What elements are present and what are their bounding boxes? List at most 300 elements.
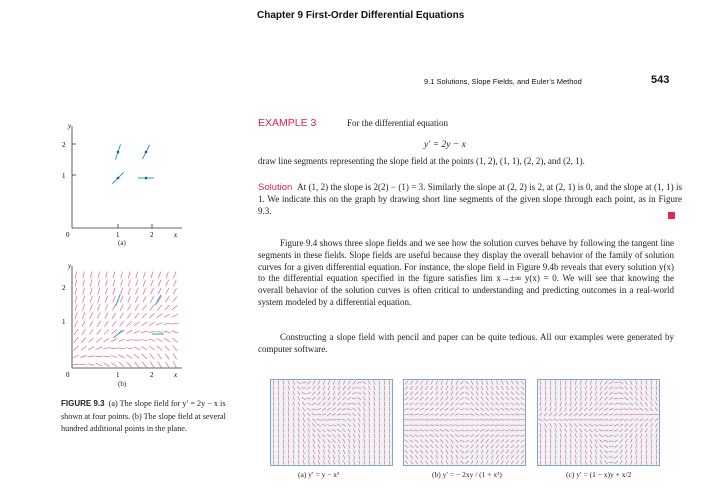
figure-9-4a-label: (a) y′ = y − x² [298, 470, 340, 479]
field-segment [575, 450, 576, 454]
field-segment [157, 346, 162, 351]
field-segment [436, 460, 438, 464]
field-segment [120, 288, 122, 295]
field-segment [614, 403, 618, 404]
field-segment [510, 408, 514, 410]
field-segment [425, 408, 429, 410]
field-segment [112, 321, 116, 327]
field-segment [570, 449, 571, 453]
field-segment [302, 397, 306, 400]
field-segment [570, 407, 572, 411]
field-segment [440, 419, 444, 420]
field-segment [298, 450, 299, 454]
figure-9-4b-label: (b) y′ = − 2xy / (1 + x²) [432, 470, 502, 479]
field-segment [635, 397, 638, 401]
field-segment [501, 445, 504, 448]
field-segment [460, 403, 464, 405]
field-segment [405, 386, 408, 389]
field-segment [278, 396, 279, 400]
field-segment [619, 414, 623, 415]
field-segment [570, 434, 571, 438]
field-segment [440, 402, 443, 405]
field-segment [450, 408, 453, 411]
field-segment [521, 450, 524, 453]
field-segment [379, 412, 380, 416]
field-segment [348, 392, 351, 395]
field-segment [157, 314, 163, 318]
field-segment [389, 386, 390, 390]
field-segment [302, 392, 306, 394]
field-segment [322, 402, 325, 405]
field-segment [141, 322, 147, 326]
field-segment [609, 408, 613, 410]
field-segment [500, 408, 504, 410]
field-segment [343, 439, 345, 443]
field-segment [550, 402, 551, 406]
field-segment [594, 408, 597, 411]
field-segment [368, 381, 370, 385]
field-segment [364, 460, 365, 464]
field-segment [313, 444, 315, 448]
field-segment [590, 434, 593, 438]
field-segment [470, 425, 474, 426]
field-segment [451, 391, 453, 395]
field-segment [599, 419, 603, 420]
field-segment [540, 396, 541, 400]
field-segment [515, 430, 519, 431]
field-segment [293, 455, 294, 459]
field-segment [369, 428, 370, 432]
field-segment [624, 414, 628, 415]
field-segment [550, 434, 551, 438]
field-segment [471, 386, 473, 390]
field-segment [318, 450, 320, 454]
field-segment [585, 402, 587, 406]
field-segment [288, 455, 289, 459]
field-segment [352, 403, 356, 404]
field-segment [342, 403, 346, 406]
field-segment [338, 397, 341, 401]
field-segment [540, 434, 541, 438]
field-segment [90, 304, 92, 311]
field-segment [625, 434, 628, 438]
field-segment [307, 403, 311, 404]
field-segment [656, 439, 657, 443]
field-segment [441, 460, 443, 464]
field-segment [283, 439, 284, 443]
field-segment [363, 397, 365, 401]
field-segment [379, 428, 380, 432]
field-segment [313, 460, 314, 464]
field-segment [614, 456, 618, 459]
field-segment [441, 386, 443, 390]
field-segment [641, 444, 642, 448]
field-segment [630, 391, 633, 395]
field-segment [420, 392, 423, 395]
field-segment [354, 444, 355, 448]
field-segment [609, 425, 613, 426]
field-segment [609, 387, 613, 390]
field-segment [119, 321, 124, 326]
field-segment [156, 339, 162, 342]
field-segment [641, 460, 642, 464]
field-segment [405, 440, 409, 442]
field-segment [495, 420, 499, 421]
field-segment [431, 386, 433, 390]
field-segment [313, 434, 315, 438]
field-segment [405, 381, 408, 385]
field-segment [545, 396, 546, 400]
field-segment [323, 439, 326, 443]
field-segment [347, 418, 351, 421]
field-segment [516, 450, 519, 453]
field-segment [317, 403, 321, 406]
field-segment [594, 420, 598, 421]
field-segment [134, 322, 139, 326]
field-segment [82, 321, 85, 327]
field-segment [595, 460, 596, 464]
field-segment [165, 296, 169, 302]
field-segment [465, 451, 469, 453]
field-segment [580, 407, 583, 411]
field-segment [520, 408, 524, 410]
field-segment [374, 407, 375, 411]
field-segment [580, 391, 581, 395]
field-segment [486, 391, 488, 395]
slope-field-9-3b [73, 271, 179, 367]
field-segment [363, 402, 365, 406]
field-segment [425, 402, 428, 405]
field-segment [604, 455, 607, 458]
field-segment [343, 434, 346, 438]
field-segment [288, 449, 289, 453]
field-segment [374, 381, 375, 385]
field-segment [585, 386, 586, 390]
field-segment [111, 348, 118, 349]
field-segment [624, 424, 628, 427]
field-segment [358, 402, 361, 405]
field-segment [465, 430, 469, 431]
field-segment [545, 434, 546, 438]
field-segment [113, 271, 115, 278]
field-segment [475, 408, 478, 411]
field-segment [404, 408, 408, 410]
field-segment [405, 450, 408, 453]
field-segment [600, 445, 603, 449]
field-segment [614, 445, 618, 448]
field-segment [565, 380, 566, 384]
field-segment [333, 455, 335, 459]
field-segment [73, 346, 78, 351]
field-segment [560, 407, 562, 411]
field-segment [374, 396, 375, 400]
field-segment [369, 434, 370, 438]
field-segment [75, 312, 78, 319]
field-segment [575, 407, 577, 411]
field-segment [328, 381, 330, 385]
field-segment [475, 429, 479, 431]
field-segment [480, 425, 484, 426]
field-segment [599, 440, 602, 443]
field-segment [560, 386, 561, 390]
field-segment [460, 387, 464, 390]
field-segment [343, 444, 345, 448]
field-segment [106, 271, 108, 278]
field-segment [128, 271, 130, 278]
field-segment [298, 418, 299, 422]
field-segment [470, 408, 474, 411]
field-segment [113, 296, 116, 303]
field-segment [348, 386, 351, 390]
field-segment [500, 420, 504, 421]
field-segment [415, 445, 418, 448]
field-segment [425, 450, 428, 454]
field-segment [134, 347, 141, 350]
field-segment [595, 397, 597, 401]
field-segment [440, 439, 443, 442]
field-segment [313, 450, 314, 454]
field-segment [565, 396, 566, 400]
field-segment [105, 313, 108, 319]
field-segment [328, 450, 330, 454]
field-segment [357, 382, 361, 383]
field-segment [142, 313, 147, 318]
field-segment [506, 455, 509, 459]
field-segment [516, 440, 520, 442]
x-axis-label: x [174, 231, 178, 238]
field-segment [516, 397, 519, 400]
field-segment [113, 304, 116, 310]
field-segment [118, 355, 124, 358]
field-segment [511, 445, 514, 448]
field-segment [364, 418, 365, 422]
field-segment [327, 434, 330, 437]
field-segment [379, 402, 380, 406]
field-segment [128, 288, 130, 295]
field-segment [90, 312, 93, 318]
field-segment [430, 440, 433, 443]
field-segment [565, 455, 566, 459]
figure-9-4c-label: (c) y′ = (1 − x)y + x/2 [566, 470, 632, 479]
field-segment [415, 381, 417, 385]
field-segment [470, 430, 474, 432]
field-segment [450, 439, 453, 442]
field-segment [555, 396, 556, 400]
field-segment [283, 412, 284, 416]
field-segment [450, 434, 453, 437]
field-segment [441, 455, 443, 459]
field-segment [565, 444, 566, 448]
field-segment [656, 386, 657, 390]
field-segment [491, 460, 493, 464]
field-segment [594, 425, 598, 426]
field-segment [405, 455, 408, 458]
field-segment [520, 414, 524, 415]
field-segment [435, 439, 438, 442]
field-segment [349, 460, 350, 464]
field-segment [415, 408, 419, 410]
field-segment [595, 402, 598, 406]
field-segment [549, 413, 552, 416]
field-segment [135, 362, 139, 367]
field-segment [560, 391, 561, 395]
field-segment [283, 391, 284, 395]
field-segment [656, 449, 657, 453]
field-segment [655, 418, 658, 421]
field-segment [585, 391, 586, 395]
field-segment [337, 429, 341, 432]
field-segment [656, 396, 657, 400]
field-segment [486, 397, 489, 401]
field-segment [134, 331, 140, 334]
field-segment [166, 272, 168, 279]
field-segment [379, 391, 380, 395]
field-segment [288, 460, 289, 464]
field-segment [635, 391, 637, 395]
tangent-point [145, 151, 148, 154]
field-segment [604, 397, 607, 400]
field-segment [374, 418, 375, 422]
field-segment [630, 386, 632, 390]
field-segment [604, 435, 608, 436]
field-segment [425, 430, 429, 432]
field-segment [126, 355, 132, 359]
field-segment [104, 329, 109, 334]
field-segment [455, 402, 458, 405]
field-segment [620, 460, 622, 464]
field-segment [600, 381, 602, 385]
field-segment [158, 288, 161, 294]
field-segment [369, 444, 370, 448]
field-segment [173, 361, 176, 367]
field-segment [501, 381, 503, 385]
field-segment [317, 397, 320, 400]
field-segment [496, 440, 499, 443]
field-segment [404, 414, 408, 415]
field-segment [121, 271, 123, 278]
field-segment [486, 381, 488, 385]
field-segment [555, 391, 556, 395]
field-segment [429, 420, 433, 421]
field-segment [560, 402, 561, 406]
field-segment [476, 386, 478, 390]
field-segment [90, 271, 92, 278]
figure-9-4a [270, 379, 393, 466]
field-segment [584, 413, 588, 416]
field-segment [313, 381, 315, 385]
field-segment [425, 391, 428, 395]
field-segment [353, 434, 355, 438]
field-segment [636, 439, 638, 443]
field-segment [481, 402, 484, 405]
field-segment [379, 380, 380, 384]
field-segment [501, 440, 504, 443]
field-segment [614, 398, 618, 399]
field-segment [510, 414, 514, 415]
field-segment [322, 408, 326, 411]
field-segment [374, 460, 375, 464]
field-segment [303, 439, 304, 443]
field-segment [641, 439, 642, 443]
field-segment [635, 386, 637, 390]
field-segment [590, 402, 592, 406]
field-segment [441, 450, 443, 454]
field-segment [74, 329, 78, 335]
field-segment [105, 280, 107, 287]
field-segment [83, 296, 85, 303]
field-segment [471, 460, 473, 464]
field-segment [81, 346, 87, 350]
field-segment [620, 445, 623, 449]
field-segment [389, 396, 390, 400]
field-segment [348, 455, 349, 459]
field-segment [318, 391, 321, 395]
field-segment [318, 434, 321, 438]
field-segment [580, 434, 582, 438]
field-segment [435, 425, 439, 426]
field-segment [476, 460, 478, 464]
field-segment [358, 423, 360, 427]
field-segment [82, 304, 84, 311]
field-segment [389, 391, 390, 395]
field-segment [540, 423, 542, 427]
field-segment [283, 396, 284, 400]
field-segment [456, 391, 458, 395]
field-segment [640, 397, 642, 401]
field-segment [369, 396, 371, 400]
field-segment [560, 439, 561, 443]
field-segment [103, 347, 110, 349]
field-segment [415, 440, 419, 443]
field-segment [328, 455, 330, 459]
field-segment [302, 382, 306, 383]
field-segment [303, 428, 304, 432]
y-tick-2-b: 2 [62, 284, 66, 292]
field-segment [455, 430, 459, 432]
example-intro: For the differential equation [347, 118, 449, 128]
field-segment [600, 391, 602, 395]
field-segment [318, 455, 320, 459]
field-segment [415, 435, 419, 437]
field-segment [369, 407, 370, 411]
field-segment [470, 434, 474, 437]
field-segment [332, 408, 335, 411]
field-segment [604, 408, 608, 410]
field-segment [629, 403, 633, 406]
slope-field-9-4a [273, 380, 390, 464]
field-segment [440, 434, 443, 437]
field-segment [630, 444, 632, 448]
field-segment [166, 362, 169, 368]
field-segment [441, 391, 443, 395]
field-segment [173, 346, 177, 351]
field-segment [333, 391, 335, 395]
field-segment [415, 450, 418, 453]
field-segment [585, 444, 586, 448]
field-segment [75, 288, 77, 295]
field-segment [323, 455, 325, 459]
field-segment [455, 434, 459, 437]
field-segment [555, 402, 556, 406]
field-segment [322, 434, 325, 437]
field-segment [491, 450, 493, 454]
field-segment [465, 392, 469, 394]
field-segment [359, 455, 360, 459]
field-segment [135, 313, 139, 318]
field-segment [332, 429, 336, 431]
field-segment [539, 419, 543, 421]
field-segment [614, 450, 618, 453]
